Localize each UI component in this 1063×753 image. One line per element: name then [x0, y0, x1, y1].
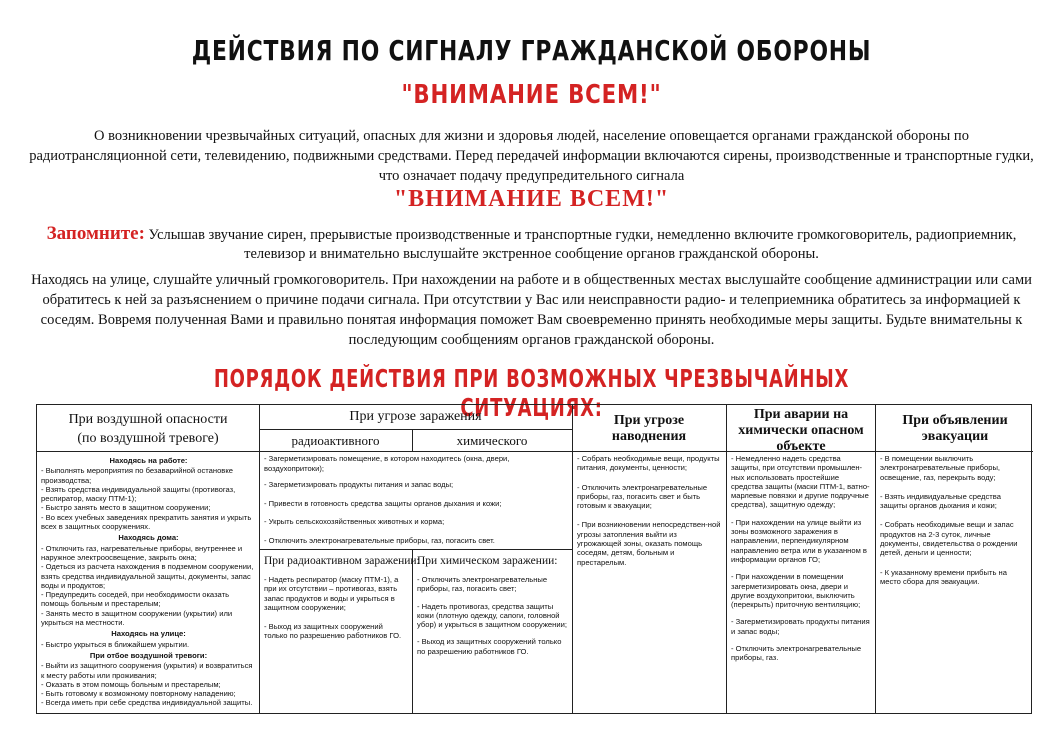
list-item: - При возникновении непосредствен-ной угрозы затопления выйти из угрожающей зоны, оказать помощь соседям, детям, больным и престарелым. [577, 520, 721, 567]
table-divider [37, 451, 1033, 452]
radio-cell [264, 575, 408, 711]
air-street-text: - Быстро укрыться в ближайшем укрытии. [41, 639, 190, 649]
list-item: - В помещении выключить электронагревательные приборы, освещение, газ, перекрыть воду; [880, 454, 1001, 482]
list-item: - Надеть респиратор (маску ПТМ-1), а при их отсутствии – противогаз, взять запас продуктов и воды и укрыться в защитном сооружении; [264, 575, 399, 612]
infection-common-cell [264, 454, 568, 548]
list-item: - При нахождении в помещении загерметизировать окна, двери и другие воздухопритоки, выключить (перекрыть) приточную вентиляцию; [731, 572, 861, 610]
list-item: - Загерметизировать продукты питания и запас воды; [264, 480, 454, 490]
list-item: - Немедленно надеть средства защиты, при отсутствии промышлен-ных использовать простейшие средства защиты (маски ПТМ-1, ватно-марлевые повязки и другие подручные средства), защитную одежду; [731, 454, 870, 510]
air-home-text: - Отключить газ, нагревательные приборы, внутреннее и наружное электроосвещение, закрыть окна; - Одеться из расчета нахождения в подземном сооружении, взять средства индивидуальной защиты, документы, запас воды и продуктов; - Предупредить соседей, при необходимости оказать помощь больным и престарелым; - Занять место в защитном сооружении (укрытии) или укрыться на местности. [41, 543, 254, 628]
air-work-title: Находясь на работе: [109, 456, 188, 465]
list-item: - Укрыть сельскохозяйственных животных и корма; [264, 517, 445, 527]
header-chemical-plant: При аварии на химически опасном объекте [738, 407, 864, 454]
list-item: - Отключить электронагревательные приборы, газ, погасить свет и быть готовым к эвакуации; [577, 482, 708, 511]
list-item: - Взять индивидуальные средства защиты органов дыхания и кожи; [880, 491, 1001, 511]
list-item: - Отключить электронагревательные приборы, газ. [731, 644, 862, 663]
header-chemical: химического [456, 433, 528, 448]
signal-heading: "ВНИМАНИЕ ВСЕМ!" [393, 186, 670, 212]
intro-paragraph: О возникновении чрезвычайных ситуаций, опасных для жизни и здоровья людей, население оповещается органами гражданской обороны по радиотрансляционной сети, телевидению, подвижными средствами. Перед передачей информации включаются сирены, производственные и транспортные гудки, что означает подачу предупредительного сигнала [29, 128, 1034, 184]
table-divider [259, 429, 572, 430]
chem-cell [417, 575, 567, 711]
page-title: ДЕЙСТВИЯ ПО СИГНАЛУ ГРАЖДАНСКОЙ ОБОРОНЫ [191, 34, 872, 67]
evacuation-cell [880, 454, 1028, 712]
list-item: - Выход из защитных сооружений только по разрешению работников ГО. [417, 637, 562, 656]
header-infection: При угрозе заражения [349, 409, 482, 424]
list-item: - Привести в готовность средства защиты органов дыхания и кожи; [264, 498, 502, 508]
remember-paragraph [28, 224, 1035, 264]
air-clear-text: - Выйти из защитного сооружения (укрытия) и возвратиться к месту работы или проживания; - Оказать в этом помощь больным и престарелым; - Быть готовому к возможному повторному нападению; - Всегда иметь при себе средства индивидуальной защиты. [41, 661, 253, 708]
header-air-alert-line1: При воздушной опасности [68, 412, 228, 427]
list-item: - Выход из защитных сооружений только по разрешению работников ГО. [264, 622, 402, 641]
actions-table [36, 404, 1032, 714]
chem-title: При химическом заражении: [417, 555, 558, 567]
air-street-title: Находясь на улице: [111, 629, 186, 639]
list-item: - К указанному времени прибыть на место сбора для эвакуации. [880, 567, 1007, 586]
header-flood: При угрозе наводнения [611, 413, 687, 444]
street-paragraph: Находясь на улице, слушайте уличный громкоговоритель. При нахождении на работе и в общественных местах выслушайте сообщение администрации или сами обратитесь к ней за разъяснением о причине подачи сигнала. При отсутствии у Вас или неисправности радио- и телеприемника обратитесь за информацией к соседям. Вовремя полученная Вами и правильно понятая информация поможет Вам своевременно принять необходимые меры защиты. Будьте внимательны к последующим сообщениям органов гражданской обороны. [31, 272, 1032, 348]
table-divider [412, 550, 413, 713]
list-item: - Загерметизировать помещение, в котором находитесь (окна, двери, воздухопритоки); [264, 454, 510, 473]
header-radioactive: радиоактивного [291, 433, 380, 448]
remember-label: Запомните: [46, 223, 145, 244]
header-air-alert [37, 412, 259, 447]
air-alert-cell [41, 454, 256, 712]
flood-cell [577, 454, 721, 712]
air-clear-title: При отбое воздушной тревоги: [89, 650, 208, 660]
list-item: - Загерметизировать продукты питания и запас воды; [731, 617, 870, 636]
table-divider [259, 549, 572, 550]
header-evacuation: При объявлении эвакуации [902, 413, 1008, 444]
air-work-text: - Выполнять мероприятия по безаварийной остановке производства; - Взять средства индивидуальной защиты (противогаз, респиратор, маску ПТМ-1); - Быстро занять место в защитном сооружении; - Во всех учебных заведениях прекратить занятия и укрыть всех в защитных сооружениях. [41, 466, 252, 532]
list-item: - Отключить электронагревательные приборы, газ, погасить свет. [264, 535, 495, 545]
list-item: - Отключить электронагревательные приборы, газ, погасить свет; [417, 575, 548, 594]
air-home-title: Находясь дома: [118, 533, 179, 543]
remember-text: Услышав звучание сирен, прерывистые производственные и транспортные гудки, немедленно включите громкоговоритель, радиоприемник, телевизор и внимательно выслушайте экстренное сообщение органов гражданской обороны. [144, 227, 1017, 262]
list-item: - При нахождении на улице выйти из зоны возможного заражения в направлении, перпендикулярном направлению ветра или в указанном в информации органов ГО; [731, 517, 867, 564]
radio-title: При радиоактивном заражении: [264, 555, 420, 567]
header-air-alert-line2: (по воздушной тревоге) [77, 431, 219, 446]
list-item: - Собрать необходимые вещи и запас продуктов на 2-3 суток, личные документы, свидетельства о рождении детей, деньги и ценности; [880, 520, 1018, 558]
chemical-plant-cell [731, 454, 871, 712]
list-item: - Надеть противогаз, средства защиты кожи (плотную одежду, сапоги, головной убор) и укрыться в защитном сооружении; [417, 601, 567, 630]
section-title: ПОРЯДОК ДЕЙСТВИЯ ПРИ ВОЗМОЖНЫХ ЧРЕЗВЫЧАЙНЫХ СИТУАЦИЯХ: [213, 364, 850, 422]
page-subtitle: "ВНИМАНИЕ ВСЕМ!" [401, 80, 662, 110]
list-item: - Собрать необходимые вещи, продукты питания, документы, ценности; [577, 454, 720, 473]
